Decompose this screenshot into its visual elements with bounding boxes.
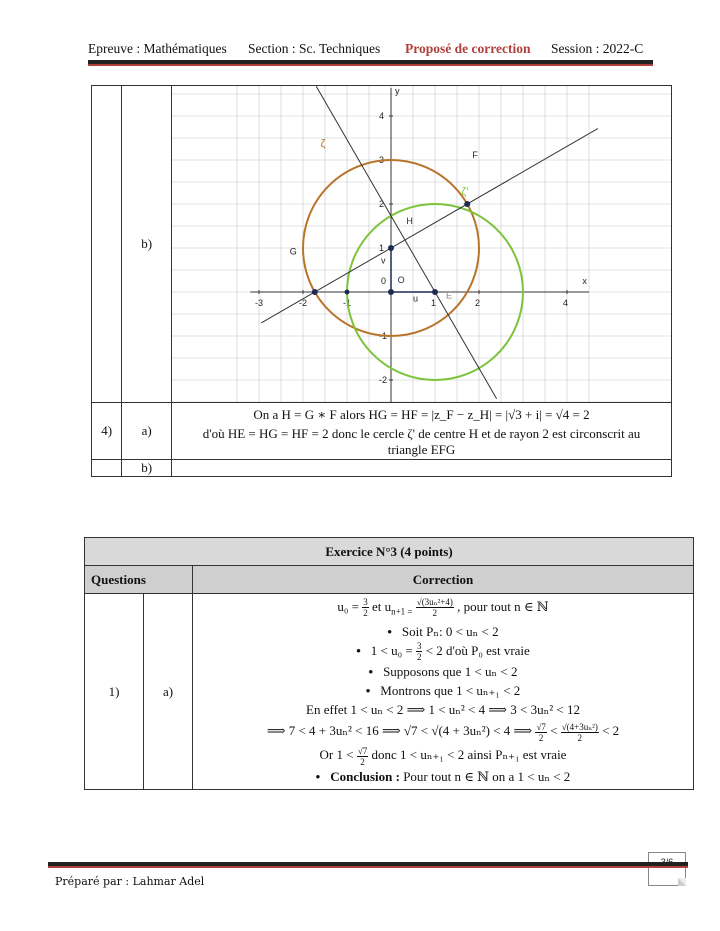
- prepared-by: Préparé par : Lahmar Adel: [55, 875, 205, 888]
- header-epreuve: Epreuve : Mathématiques: [88, 41, 227, 56]
- graph-figure: [172, 86, 671, 402]
- cell-empty: [92, 460, 122, 477]
- line-def: u₀ = $\frac{3}{2}$ et $u_{n+1 =}$ $\frac{\text{√(3uₙ²+4)}}{2}$ , pour tout n ∈ ℕ: [337, 597, 549, 619]
- x-tick-label: -3: [255, 298, 264, 308]
- label-f: F: [472, 149, 478, 160]
- label-e: E: [446, 290, 453, 301]
- x-tick-label: 2: [475, 298, 481, 308]
- frac-recurrence: $\frac{\text{√(3uₙ²+4)}}{2}$: [416, 597, 453, 619]
- line-effect: En effet 1 < uₙ < 2 ⟹ 1 < uₙ² < 4 ⟹ 3 < 3uₙ² < 12: [306, 702, 580, 718]
- cell-graph: [172, 86, 672, 403]
- line-chain: ⟹ 7 < 4 + 3uₙ² < 16 ⟹ √7 < √(4 + 3uₙ²) < 4 ⟹ $\frac{√7}{2}$ < $\frac{\text{√(4+3uₙ²)}}{2}$ < 2: [266, 721, 620, 743]
- label-zeta-prime: ζ': [461, 186, 469, 199]
- col-correction: Correction: [193, 566, 694, 594]
- line-or: Or 1 < $\frac{√7}{2}$ donc 1 < uₙ₊₁ < 2 ainsi Pₙ₊₁ est vraie: [319, 745, 567, 767]
- x-axis-label: x: [582, 276, 587, 286]
- answer-table-top: [91, 85, 672, 477]
- cell-b-label: b): [122, 86, 172, 403]
- q4-line-2: d'où HE = HG = HF = 2 donc le cercle ζ' de centre H et de rayon 2 est circonscrit au: [202, 426, 641, 441]
- cell-q4-a: a): [122, 403, 172, 460]
- point-intersection: [345, 290, 350, 295]
- page-header: [88, 38, 663, 60]
- y-tick-label: 4: [379, 111, 385, 121]
- cell-q4: 4): [92, 403, 122, 460]
- cell-q4-text: [172, 403, 672, 460]
- label-u: u: [413, 293, 419, 304]
- y-axis-label: y: [395, 86, 400, 96]
- x-tick-label: 4: [563, 298, 569, 308]
- line-show: • Montrons que 1 < uₙ₊₁ < 2: [193, 681, 693, 700]
- frac-3-2: $\frac{3}{2}$: [363, 597, 368, 619]
- header-propose: Proposé de correction: [405, 41, 531, 56]
- y-tick-label: 3: [379, 155, 385, 165]
- line-conclusion: • Conclusion : Pour tout n ∈ ℕ on a 1 < uₙ < 2: [193, 767, 693, 786]
- q-num: 1): [85, 594, 144, 790]
- label-o: O: [397, 275, 405, 286]
- x-tick-label: 1: [431, 298, 437, 308]
- col-questions: Questions: [85, 566, 193, 594]
- label-g: G: [289, 246, 297, 257]
- x-tick-label: -1: [343, 298, 352, 308]
- exercise-table: [84, 537, 694, 790]
- y-tick-label: 1: [379, 243, 385, 253]
- header-rule-accent: [88, 64, 653, 66]
- y-tick-label: 2: [379, 199, 385, 209]
- exercise-title: Exercice N°3 (4 points): [85, 538, 694, 566]
- origin-tick-label: 0: [381, 276, 387, 286]
- q4-line-3: triangle EFG: [387, 442, 456, 457]
- page-number: [648, 852, 686, 886]
- line-pn: • Soit Pₙ: 0 < uₙ < 2: [193, 622, 693, 641]
- footer-rule-accent: [48, 866, 688, 868]
- cell-empty: [172, 460, 672, 477]
- line-suppose: • Supposons que 1 < uₙ < 2: [193, 662, 693, 681]
- cell-last-b: b): [122, 460, 172, 477]
- cell-empty: [92, 86, 122, 403]
- label-h: H: [406, 215, 413, 226]
- header-section: Section : Sc. Techniques: [248, 41, 381, 56]
- label-zeta: ζ: [320, 137, 326, 150]
- q-part: a): [144, 594, 193, 790]
- line-p0: • 1 < u₀ = $\frac{3}{2}$ < 2 d'où P₀ est vraie: [193, 641, 693, 663]
- header-session: Session : 2022-C: [551, 41, 644, 56]
- x-tick-label: -2: [299, 298, 308, 308]
- label-v: v: [381, 255, 386, 266]
- y-tick-label: -1: [379, 331, 388, 341]
- correction-content: [193, 594, 694, 790]
- point-f: [464, 201, 470, 207]
- point-g: [312, 289, 318, 295]
- y-tick-label: -2: [379, 375, 388, 385]
- q4-line-1: On a H = G ∗ F alors HG = HF = |z_F − z_H| = |√3 + i| = √4 = 2: [253, 407, 590, 422]
- line-he: [316, 86, 496, 398]
